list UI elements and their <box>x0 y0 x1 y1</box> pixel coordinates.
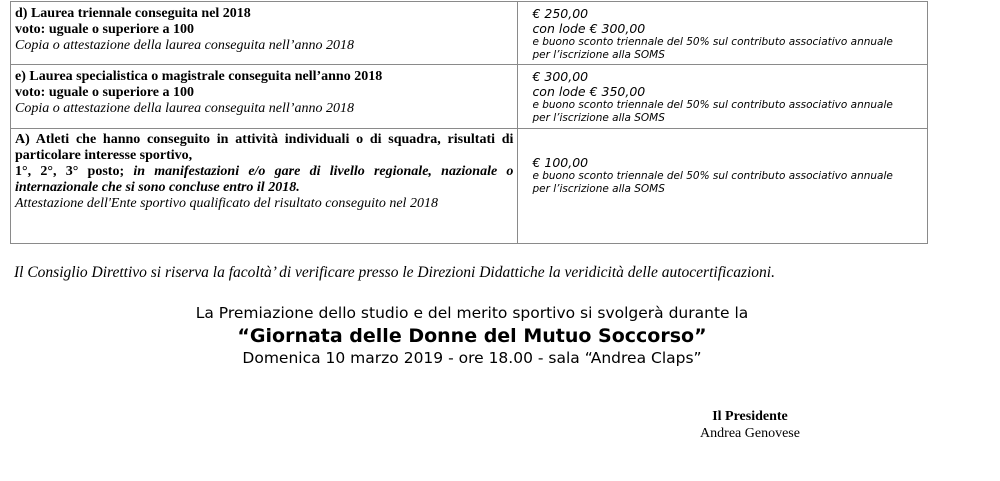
row-competition-cont: internazionale che si sono concluse entro il 2018. <box>15 180 300 195</box>
verification-note: Il Consiglio Direttivo si riserva la facoltà’ di verificare presso le Direzioni Didattiche la veridicità delle autocertificazioni. <box>14 264 775 281</box>
signature-title: Il Presidente <box>712 409 788 424</box>
table-row <box>11 2 928 65</box>
prize-table <box>10 1 928 244</box>
signature-name: Andrea Genovese <box>700 426 800 441</box>
row-requirement: voto: uguale o superiore a 100 <box>15 85 195 100</box>
row-prize <box>518 129 928 244</box>
prize-bonus-note: per l’iscrizione alla SOMS <box>532 49 665 61</box>
row-competition: in manifestazioni e/o gare di livello regionale, nazionale o <box>133 164 514 179</box>
table-row <box>11 65 928 129</box>
prize-bonus-note: per l’iscrizione alla SOMS <box>532 183 665 195</box>
announcement-intro: La Premiazione dello studio e del merito sportivo si svolgerà durante la <box>195 304 749 322</box>
row-title: A) Atleti che hanno conseguito in attività individuali o di squadra, risultati di <box>15 132 514 147</box>
row-description <box>11 2 518 65</box>
prize-bonus: e buono sconto triennale del 50% sul contributo associativo annuale <box>532 36 893 48</box>
row-requirement: voto: uguale o superiore a 100 <box>15 22 195 37</box>
award-announcement <box>0 302 944 368</box>
row-placement-line <box>15 164 513 180</box>
row-title: e) Laurea specialistica o magistrale conseguita nell’anno 2018 <box>15 69 383 84</box>
prize-bonus: e buono sconto triennale del 50% sul contributo associativo annuale <box>532 170 893 182</box>
row-title: d) Laurea triennale conseguita nel 2018 <box>15 6 251 21</box>
row-document: Copia o attestazione della laurea conseguita nell’anno 2018 <box>15 101 354 116</box>
event-title: “Giornata delle Donne del Mutuo Soccorso” <box>237 325 707 347</box>
prize-amount: € 100,00 <box>532 155 589 170</box>
row-document: Attestazione dell'Ente sportivo qualificato del risultato conseguito nel 2018 <box>15 196 438 211</box>
prize-bonus: e buono sconto triennale del 50% sul contributo associativo annuale <box>532 99 893 111</box>
row-prize <box>518 65 928 129</box>
row-title-cont: particolare interesse sportivo, <box>15 148 193 163</box>
prize-amount: € 300,00 <box>532 69 589 84</box>
prize-amount: € 250,00 <box>532 6 589 21</box>
row-document: Copia o attestazione della laurea conseguita nell’anno 2018 <box>15 38 354 53</box>
row-prize <box>518 2 928 65</box>
prize-lode: con lode € 350,00 <box>532 84 646 99</box>
prize-lode: con lode € 300,00 <box>532 21 646 36</box>
row-description <box>11 129 518 244</box>
row-placement: 1°, 2°, 3° posto; <box>15 164 125 179</box>
table-row <box>11 129 928 244</box>
event-datetime: Domenica 10 marzo 2019 - ore 18.00 - sala “Andrea Claps” <box>242 349 702 367</box>
row-description <box>11 65 518 129</box>
prize-bonus-note: per l’iscrizione alla SOMS <box>532 112 665 124</box>
signature-block <box>680 408 820 442</box>
